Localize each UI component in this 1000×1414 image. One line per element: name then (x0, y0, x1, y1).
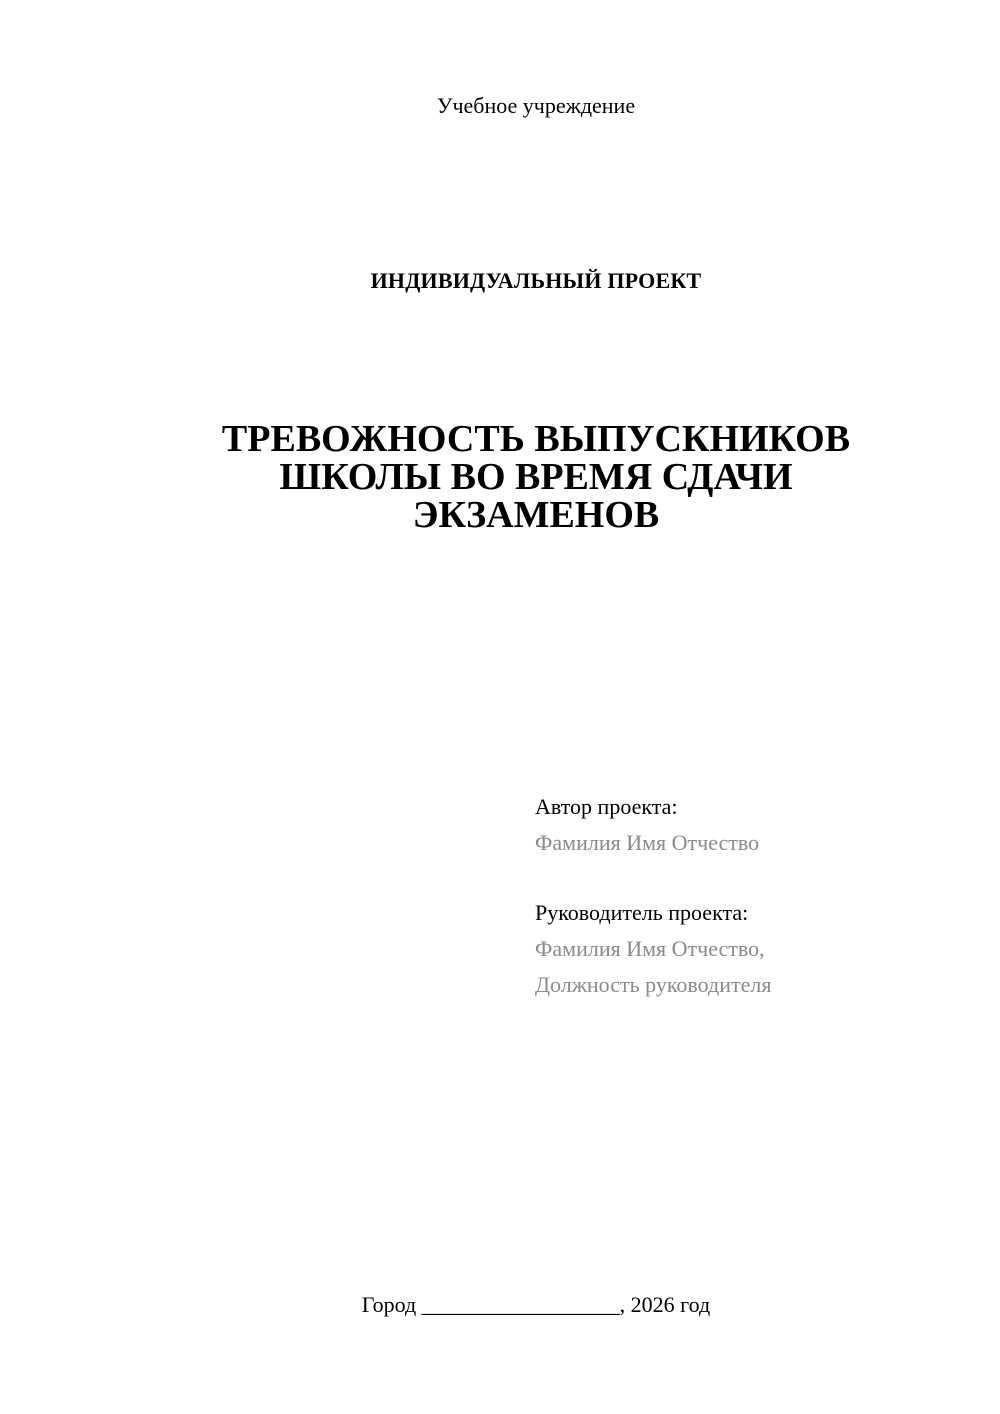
authors-spacer (535, 861, 975, 895)
year-text: , 2026 год (619, 1292, 711, 1317)
document-type-heading: ИНДИВИДУАЛЬНЫЙ ПРОЕКТ (370, 268, 702, 293)
authors-block (535, 789, 975, 1003)
city-blank: __________________ (421, 1292, 620, 1317)
author-label: Автор проекта: (535, 794, 678, 819)
project-title (36, 420, 1000, 534)
project-title-line-2: ШКОЛЫ ВО ВРЕМЯ СДАЧИ (279, 456, 793, 498)
supervisor-label: Руководитель проекта: (535, 900, 749, 925)
city-label: Город (361, 1292, 417, 1317)
supervisor-position-placeholder: Должность руководителя (535, 972, 772, 997)
supervisor-name-placeholder: Фамилия Имя Отчество, (535, 936, 765, 961)
city-year-line (36, 1291, 1000, 1319)
author-name-placeholder: Фамилия Имя Отчество (535, 830, 760, 855)
project-title-line-1: ТРЕВОЖНОСТЬ ВЫПУСКНИКОВ (221, 418, 851, 460)
institution-name: Учебное учреждение (436, 93, 636, 118)
project-title-line-3: ЭКЗАМЕНОВ (412, 494, 660, 536)
